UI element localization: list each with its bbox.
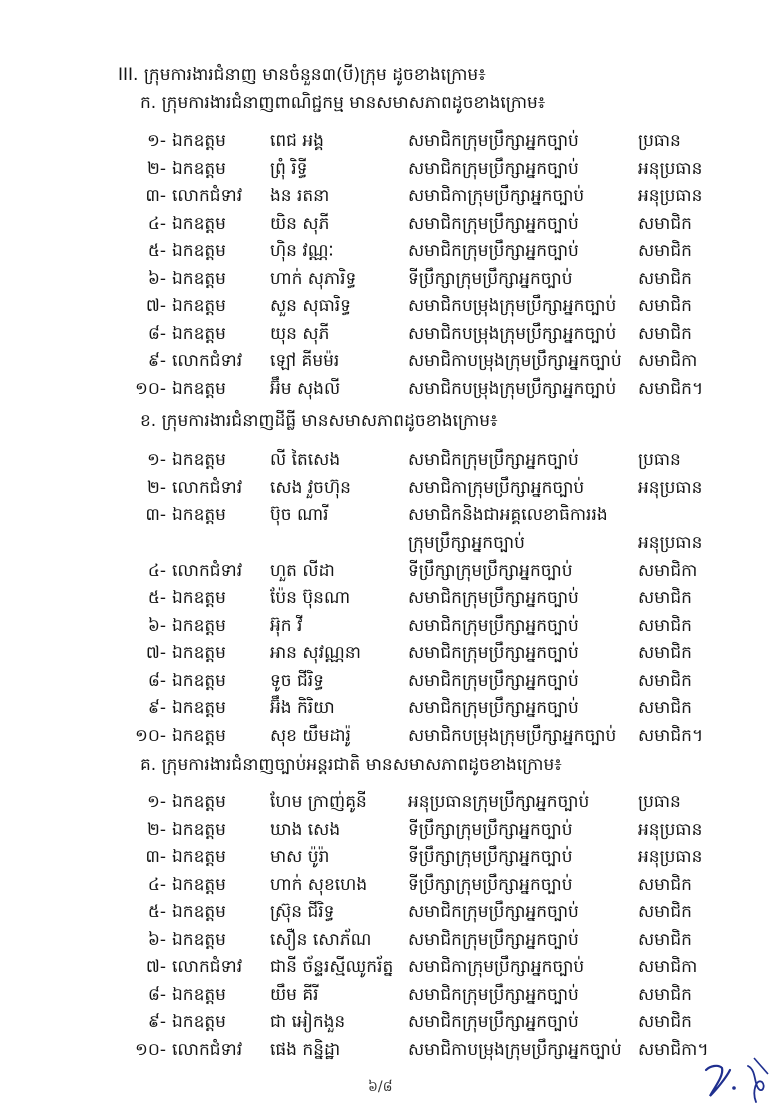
member-row xyxy=(0,477,780,503)
member-row xyxy=(0,874,780,900)
member-title: ឯកឧត្តម xyxy=(172,929,226,950)
member-role: សមាជិក xyxy=(638,323,692,344)
member-position: សមាជិកាក្រុមប្រឹក្សាអ្នកច្បាប់ xyxy=(408,477,585,498)
group-heading-international-law: គ. ក្រុមការងារជំនាញច្បាប់អន្តរជាតិ មានសមាសភាពដូចខាងក្រោម៖ xyxy=(140,755,562,775)
member-role: សមាជិក xyxy=(638,643,692,663)
member-title: លោកជំទាវ xyxy=(172,1039,243,1060)
member-role: ប្រធាន xyxy=(638,792,681,812)
member-row xyxy=(0,1011,780,1037)
member-row xyxy=(0,901,780,927)
member-row xyxy=(0,378,780,404)
member-number: ២- xyxy=(146,819,166,840)
member-title: ឯកឧត្តម xyxy=(172,725,226,746)
member-number: ៩- xyxy=(147,1012,166,1032)
member-name: យុន សុភី xyxy=(270,323,330,344)
member-name: ប៉ែន ប៊ុនណា xyxy=(270,588,351,608)
member-row xyxy=(0,984,780,1010)
member-name: អាន សុវណ្ណនា xyxy=(270,643,361,663)
member-position: សមាជិកក្រុមប្រឹក្សាអ្នកច្បាប់ xyxy=(408,241,579,261)
member-position: សមាជិកក្រុមប្រឹក្សាអ្នកច្បាប់ xyxy=(408,698,579,718)
member-title: លោកជំទាវ xyxy=(172,186,243,206)
member-title: លោកជំទាវ xyxy=(172,477,243,498)
member-number: ១- xyxy=(146,792,166,812)
member-position: សមាជិកាក្រុមប្រឹក្សាអ្នកច្បាប់ xyxy=(408,957,585,977)
member-name: ហែម ក្រាញ់គូនី xyxy=(270,792,367,812)
member-title: ឯកឧត្តម xyxy=(172,615,226,636)
member-number: ៨- xyxy=(147,670,166,691)
member-position: សមាជិកនិងជាអគ្គលេខាធិការរង xyxy=(408,505,608,525)
member-name: សុខ យឹមដារ៉ូ xyxy=(270,725,351,746)
member-number: ១- xyxy=(146,131,166,151)
member-position: សមាជិកាបម្រុងក្រុមប្រឹក្សាអ្នកច្បាប់ xyxy=(408,1039,622,1060)
member-role: សមាជិក xyxy=(638,296,692,316)
member-number: ៣- xyxy=(145,186,166,206)
group-heading-land: ខ. ក្រុមការងារជំនាញដីធ្លី មានសមាសភាពដូចខាងក្រោម៖ xyxy=(140,411,498,431)
member-role: សមាជិក xyxy=(638,902,692,922)
member-role: ប្រធាន xyxy=(638,131,681,151)
member-name: ស្រ៊ុន ជីរិទ្ធ xyxy=(270,902,335,922)
member-name: សេង វួចហ៊ុន xyxy=(270,477,351,498)
member-number: ៤- xyxy=(147,560,166,581)
member-title: លោកជំទាវ xyxy=(172,560,243,581)
member-title: ឯកឧត្តម xyxy=(172,158,226,179)
handwritten-initials-icon xyxy=(696,1048,776,1112)
member-name: យឹម គីរី xyxy=(270,984,319,1005)
member-name: អ៊ឹង កិរិយា xyxy=(270,698,335,718)
member-number: ៣- xyxy=(145,505,166,525)
member-role: សមាជិក xyxy=(638,588,692,608)
member-name: ឡៅ គីមម៉រ xyxy=(270,351,340,371)
member-number: ៧- xyxy=(145,957,166,977)
member-name: អ៊ឹម សុងលី xyxy=(270,378,341,399)
member-row xyxy=(0,158,780,184)
member-name: យិន សុភី xyxy=(270,213,330,234)
member-title: ឯកឧត្តម xyxy=(172,213,226,234)
member-title: ឯកឧត្តម xyxy=(172,670,226,691)
member-role: សមាជិក xyxy=(638,670,692,691)
member-title: ឯកឧត្តម xyxy=(172,378,226,399)
member-position: សមាជិកបម្រុងក្រុមប្រឹក្សាអ្នកច្បាប់ xyxy=(408,323,617,344)
member-role: អនុប្រធាន xyxy=(638,186,703,206)
member-role: សមាជិកា xyxy=(638,957,698,977)
member-role: សមាជិក xyxy=(638,241,692,261)
member-number: ៦- xyxy=(147,929,166,950)
member-role: សមាជិក xyxy=(638,213,692,234)
member-row xyxy=(0,642,780,668)
member-position: សមាជិកបម្រុងក្រុមប្រឹក្សាអ្នកច្បាប់ xyxy=(408,378,617,399)
member-number: ៥- xyxy=(147,588,166,608)
member-title: ឯកឧត្តម xyxy=(172,792,226,812)
member-name: ប៊ុច ណារី xyxy=(270,505,329,525)
member-name: ជានី ច័ន្ទរស្មីឈូករ័ត្ន xyxy=(270,957,394,977)
member-name: ហួត លីដា xyxy=(270,560,335,581)
member-role: អនុប្រធាន xyxy=(638,847,703,867)
member-title: ឯកឧត្តម xyxy=(172,819,226,840)
member-row xyxy=(0,350,780,376)
member-position: សមាជិកក្រុមប្រឹក្សាអ្នកច្បាប់ xyxy=(408,131,579,151)
member-row xyxy=(0,268,780,294)
member-title: ឯកឧត្តម xyxy=(172,323,226,344)
member-title: ឯកឧត្តម xyxy=(172,698,226,718)
member-position: ទីប្រឹក្សាក្រុមប្រឹក្សាអ្នកច្បាប់ xyxy=(408,268,573,289)
member-row xyxy=(0,213,780,239)
member-position: សមាជិកក្រុមប្រឹក្សាអ្នកច្បាប់ xyxy=(408,1012,579,1032)
member-row xyxy=(0,240,780,266)
member-position: សមាជិកក្រុមប្រឹក្សាអ្នកច្បាប់ xyxy=(408,450,579,470)
member-number: ៥- xyxy=(147,902,166,922)
member-name: ហាក់ សុខហេង xyxy=(270,874,368,895)
member-position: សមាជិកាបម្រុងក្រុមប្រឹក្សាអ្នកច្បាប់ xyxy=(408,351,622,371)
member-number: ១- xyxy=(146,450,166,470)
member-name: ហាក់ សុភារិទ្ធ xyxy=(270,268,357,289)
member-number: ៤- xyxy=(147,213,166,234)
member-title: ឯកឧត្តម xyxy=(172,241,226,261)
member-name: អ៊ុក វី xyxy=(270,615,303,636)
member-position: សមាជិកក្រុមប្រឹក្សាអ្នកច្បាប់ xyxy=(408,929,579,950)
member-title: ឯកឧត្តម xyxy=(172,1012,226,1032)
member-position: ទីប្រឹក្សាក្រុមប្រឹក្សាអ្នកច្បាប់ xyxy=(408,560,573,581)
member-role: សមាជិកា។ xyxy=(638,1039,709,1060)
member-title: លោកជំទាវ xyxy=(172,957,243,977)
member-position: សមាជិកក្រុមប្រឹក្សាអ្នកច្បាប់ xyxy=(408,643,579,663)
member-row xyxy=(0,791,780,817)
member-role: សមាជិក xyxy=(638,615,692,636)
member-row xyxy=(0,929,780,955)
member-position: សមាជិកក្រុមប្រឹក្សាអ្នកច្បាប់ xyxy=(408,902,579,922)
member-row xyxy=(0,819,780,845)
member-role: អនុប្រធាន xyxy=(638,819,703,840)
member-position: សមាជិកក្រុមប្រឹក្សាអ្នកច្បាប់ xyxy=(408,213,579,234)
member-row xyxy=(0,615,780,641)
member-number: ៨- xyxy=(147,323,166,344)
member-number: ៧- xyxy=(145,296,166,316)
member-title: ឯកឧត្តម xyxy=(172,505,226,525)
member-role: សមាជិក។ xyxy=(638,725,704,746)
member-row xyxy=(0,846,780,872)
member-row xyxy=(0,560,780,586)
member-title: ឯកឧត្តម xyxy=(172,268,226,289)
member-title: ឯកឧត្តម xyxy=(172,588,226,608)
member-number: ៧- xyxy=(145,643,166,663)
member-name: មាស ប៉ូរ៉ា xyxy=(270,847,330,867)
member-number: ៣- xyxy=(145,847,166,867)
member-title: ឯកឧត្តម xyxy=(172,902,226,922)
member-name: ជា អៀកងួន xyxy=(270,1012,346,1032)
member-position: សមាជិកក្រុមប្រឹក្សាអ្នកច្បាប់ xyxy=(408,588,579,608)
member-number: ៥- xyxy=(147,241,166,261)
member-name: ងន រតនា xyxy=(270,186,330,206)
member-position: ទីប្រឹក្សាក្រុមប្រឹក្សាអ្នកច្បាប់ xyxy=(408,874,573,895)
member-row xyxy=(0,130,780,156)
member-title: ឯកឧត្តម xyxy=(172,450,226,470)
member-position: អនុប្រធានក្រុមប្រឹក្សាអ្នកច្បាប់ xyxy=(408,792,590,812)
member-position: សមាជិកក្រុមប្រឹក្សាអ្នកច្បាប់ xyxy=(408,670,579,691)
member-number: ៦- xyxy=(147,268,166,289)
member-name: ហ៊ិន វណ្ណៈ xyxy=(270,241,334,261)
member-position: សមាជិកក្រុមប្រឹក្សាអ្នកច្បាប់ xyxy=(408,158,579,179)
member-position: សមាជិកក្រុមប្រឹក្សាអ្នកច្បាប់ xyxy=(408,615,579,636)
member-role: សមាជិកា xyxy=(638,351,698,371)
member-position: ទីប្រឹក្សាក្រុមប្រឹក្សាអ្នកច្បាប់ xyxy=(408,819,573,840)
member-role: សមាជិក xyxy=(638,929,692,950)
member-name: ឃាង សេង xyxy=(270,819,341,840)
member-number: ៦- xyxy=(147,615,166,636)
member-role: ប្រធាន xyxy=(638,450,681,470)
member-role: សមាជិក xyxy=(638,874,692,895)
member-position: ទីប្រឹក្សាក្រុមប្រឹក្សាអ្នកច្បាប់ xyxy=(408,847,573,867)
member-title: ឯកឧត្តម xyxy=(172,131,226,151)
member-role: សមាជិក xyxy=(638,698,692,718)
member-number: ១០- xyxy=(134,1039,166,1060)
member-role: អនុប្រធាន xyxy=(638,477,703,498)
member-position: សមាជិកាក្រុមប្រឹក្សាអ្នកច្បាប់ xyxy=(408,186,585,206)
member-row xyxy=(0,587,780,613)
member-row xyxy=(0,1039,780,1065)
member-title: ឯកឧត្តម xyxy=(172,984,226,1005)
page-number: ៦/៨ xyxy=(368,1079,393,1095)
member-name: លី តៃសេង xyxy=(270,450,341,470)
member-title: ឯកឧត្តម xyxy=(172,847,226,867)
member-number: ៤- xyxy=(147,874,166,895)
member-row xyxy=(0,670,780,696)
member-name: ទូច ជីរិទ្ធ xyxy=(270,670,324,691)
member-number: ៩- xyxy=(147,351,166,371)
member-number: ១០- xyxy=(134,378,166,399)
member-position: សមាជិកបម្រុងក្រុមប្រឹក្សាអ្នកច្បាប់ xyxy=(408,296,617,316)
member-position: សមាជិកបម្រុងក្រុមប្រឹក្សាអ្នកច្បាប់ xyxy=(408,725,617,746)
member-title: ឯកឧត្តម xyxy=(172,296,226,316)
section-heading: III. ក្រុមការងារជំនាញ មានចំនួន៣(បី)ក្រុម ដូចខាងក្រោម៖ xyxy=(118,65,486,85)
member-role: អនុប្រធាន xyxy=(638,533,703,553)
member-name: សឿន សោភ័ណ xyxy=(270,929,372,950)
member-number: ៨- xyxy=(147,984,166,1005)
member-role: អនុប្រធាន xyxy=(638,158,703,179)
member-row xyxy=(0,323,780,349)
member-row xyxy=(0,504,780,553)
member-name: ផេង កន្និដ្ឋា xyxy=(270,1039,341,1060)
group-heading-commerce: ក. ក្រុមការងារជំនាញពាណិជ្ជកម្ម មានសមាសភាពដូចខាងក្រោម៖ xyxy=(140,93,546,113)
member-role: សមាជិក xyxy=(638,984,692,1005)
member-title: លោកជំទាវ xyxy=(172,351,243,371)
member-number: ២- xyxy=(146,477,166,498)
member-number: ២- xyxy=(146,158,166,179)
member-role: សមាជិក xyxy=(638,268,692,289)
member-row xyxy=(0,449,780,475)
member-title: ឯកឧត្តម xyxy=(172,643,226,663)
member-position: សមាជិកក្រុមប្រឹក្សាអ្នកច្បាប់ xyxy=(408,984,579,1005)
member-row xyxy=(0,295,780,321)
member-position-continued: ក្រុមប្រឹក្សាអ្នកច្បាប់ xyxy=(408,533,525,553)
member-role: សមាជិកា xyxy=(638,560,698,581)
member-row xyxy=(0,725,780,751)
member-number: ១០- xyxy=(134,725,166,746)
member-row xyxy=(0,697,780,723)
member-name: ពេជ អង្គ xyxy=(270,131,324,151)
member-number: ៩- xyxy=(147,698,166,718)
member-role: សមាជិក xyxy=(638,1012,692,1032)
member-row xyxy=(0,185,780,211)
member-title: ឯកឧត្តម xyxy=(172,874,226,895)
member-name: សួន សុធារិទ្ធ xyxy=(270,296,351,316)
member-role: សមាជិក។ xyxy=(638,378,704,399)
member-name: ព្រុំ រិទ្ធី xyxy=(270,158,308,179)
member-row xyxy=(0,956,780,982)
